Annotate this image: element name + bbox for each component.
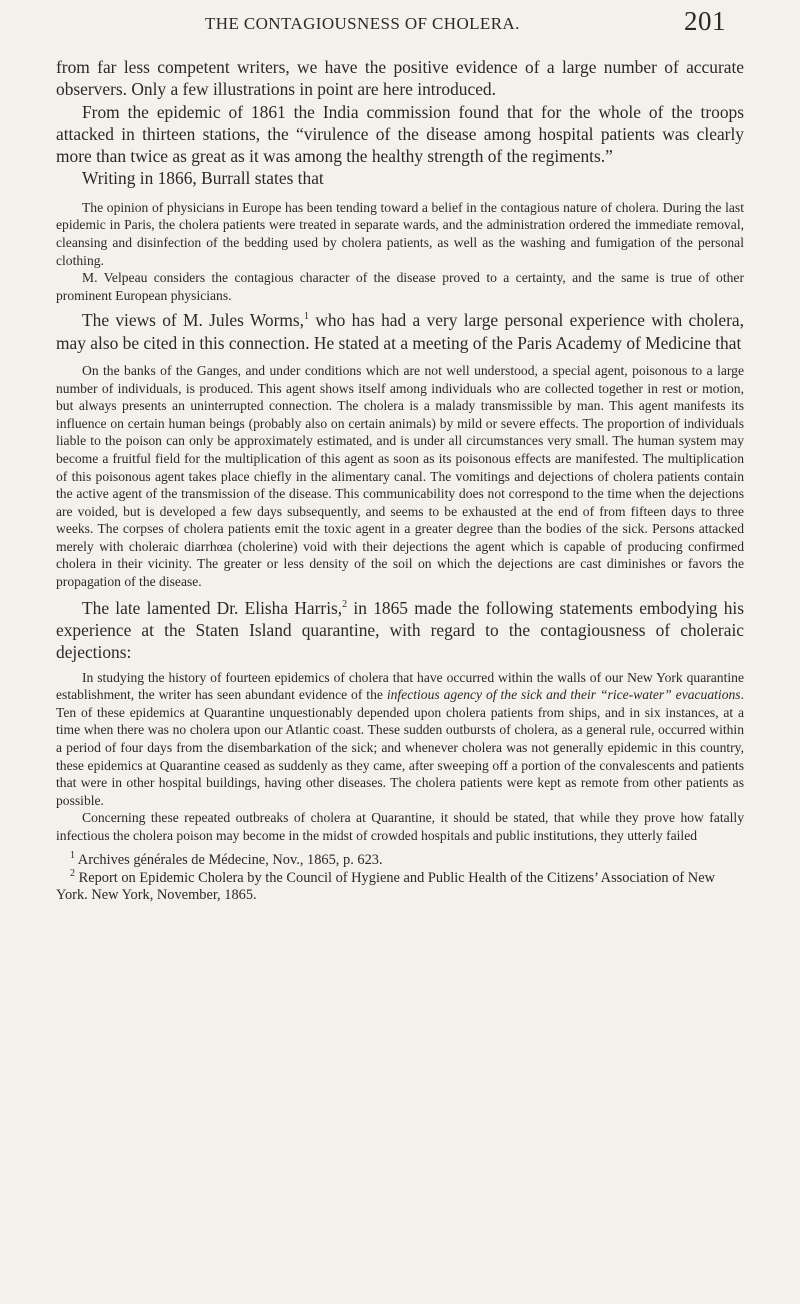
paragraph-india-commission: From the epidemic of 1861 the India commission found that for the whole of the troops attacked in thirteen stations, the “virulence of the disease among hospital patients was clearly more than twice as great as it was among the healthy strength of the regiments.” <box>56 101 744 167</box>
footnote-1 <box>56 852 744 869</box>
quote-harris-emphasis: infectious agency of the sick and their “rice-water” evacuations <box>386 687 741 703</box>
page-body <box>56 56 744 905</box>
quote-harris-2: Concerning these repeated outbreaks of cholera at Quarantine, it should be stated, that while they prove how fatally infectious the cholera poison may become in the midst of crowded hospitals and public institutions, they utterly failed <box>56 810 744 843</box>
footnote-2 <box>56 870 744 905</box>
running-title: THE CONTAGIOUSNESS OF CHOLERA. <box>205 14 520 33</box>
paragraph-worms-text: The views of M. Jules Worms, <box>82 310 305 331</box>
quote-harris-1 <box>56 669 744 810</box>
quote-harris-text-cont: . Ten of these epidemics at Quarantine unquestionably depended upon cholera patients from ships, and in six instances, at a time when there was no cholera upon our Atlantic coast. These sudden outbursts of cholera, as a general rule, occurred within a period of four days from the disembarkation of the sick; and whenever cholera was not generally epidemic in this country, these epidemics at Quarantine ceased as suddenly as they came, after sweeping off a portion of the convalescents and patients that were in other hospital buildings, having other diseases. The cholera patients were kept as remote from other patients as possible. <box>56 687 744 808</box>
quote-burrall-2: M. Velpeau considers the contagious character of the disease proved to a certainty, and the same is true of other prominent European physicians. <box>56 270 744 303</box>
paragraph-worms-text-cont: who has had a very large personal experience with cholera, may also be cited in this connection. He stated at a meeting of the Paris Academy of Medicine that <box>56 310 744 353</box>
footnotes <box>56 852 744 904</box>
quote-burrall-1: The opinion of physicians in Europe has been tending toward a belief in the contagious nature of cholera. During the last epidemic in Paris, the cholera patients were treated in separate wards, and the administration ordered the immediate removal, cleansing and disinfection of the bedding used by cholera patients, as well as the washing and fumigation of the personal clothing. <box>56 199 744 268</box>
quote-harris-text: In studying the history of fourteen epidemics of cholera that have occurred within the walls of our New York quarantine establishment, the writer has seen abundant evidence of the <box>56 669 744 703</box>
footnote-mark-2: 2 <box>70 868 75 880</box>
paragraph-intro: from far less competent writers, we have the positive evidence of a large number of accurate observers. Only a few illustrations in point are here introduced. <box>56 57 744 100</box>
quote-worms: On the banks of the Ganges, and under conditions which are not well understood, a special agent, poisonous to a large number of individuals, is produced. This agent shows itself among individuals who are collected together in rest or motion, but always presents an uninterrupted connection. The cholera is a malady transmissible by man. This agent manifests its influence on certain human beings (probably also on certain animals) by mild or severe effects. The proportion of individuals liable to the poison can only be approximately estimated, and is under all circumstances very small. The human system may become a fruitful field for the multiplication of this agent as soon as its poisonous effects are manifested. The multiplication of this poisonous agent takes place chiefly in the alimentary canal. The vomitings and dejections of cholera patients contain the active agent of the transmission of the disease. This communicability does not correspond to the time when the dejections are voided, but is developed a few days subsequently, and seems to be exhausted at the end of from fifteen days to three weeks. The corpses of cholera patients emit the toxic agent in a greater degree than the bodies of the sick. Persons attacked merely with choleraic diarrhœa (cholerine) void with their dejections the agent which is capable of producing confirmed cholera in their vicinity. The greater or less density of the soil on which the dejections are cast diminishes or favors the propagation of the disease. <box>56 362 744 590</box>
footnote-ref-2: 2 <box>342 598 348 610</box>
footnote-ref-1: 1 <box>304 311 310 323</box>
page-number: 201 <box>684 6 726 36</box>
footnote-1-text: Archives générales de Médecine, Nov., 1865, p. 623. <box>75 852 383 869</box>
paragraph-burrall: Writing in 1866, Burrall states that <box>82 168 324 189</box>
page-header <box>0 6 800 40</box>
paragraph-harris <box>56 597 744 664</box>
paragraph-harris-text: The late lamented Dr. Elisha Harris, <box>82 597 343 618</box>
footnote-2-text: Report on Epidemic Cholera by the Council of Hygiene and Public Health of the Citizens’ Association of New York. New York, November, 1865. <box>56 869 715 904</box>
footnote-mark-1: 1 <box>70 850 75 862</box>
paragraph-harris-text-cont: in 1865 made the following statements embodying his experience at the Staten Island quarantine, with regard to the contagiousness of choleraic dejections: <box>56 597 744 663</box>
paragraph-worms <box>56 309 744 354</box>
